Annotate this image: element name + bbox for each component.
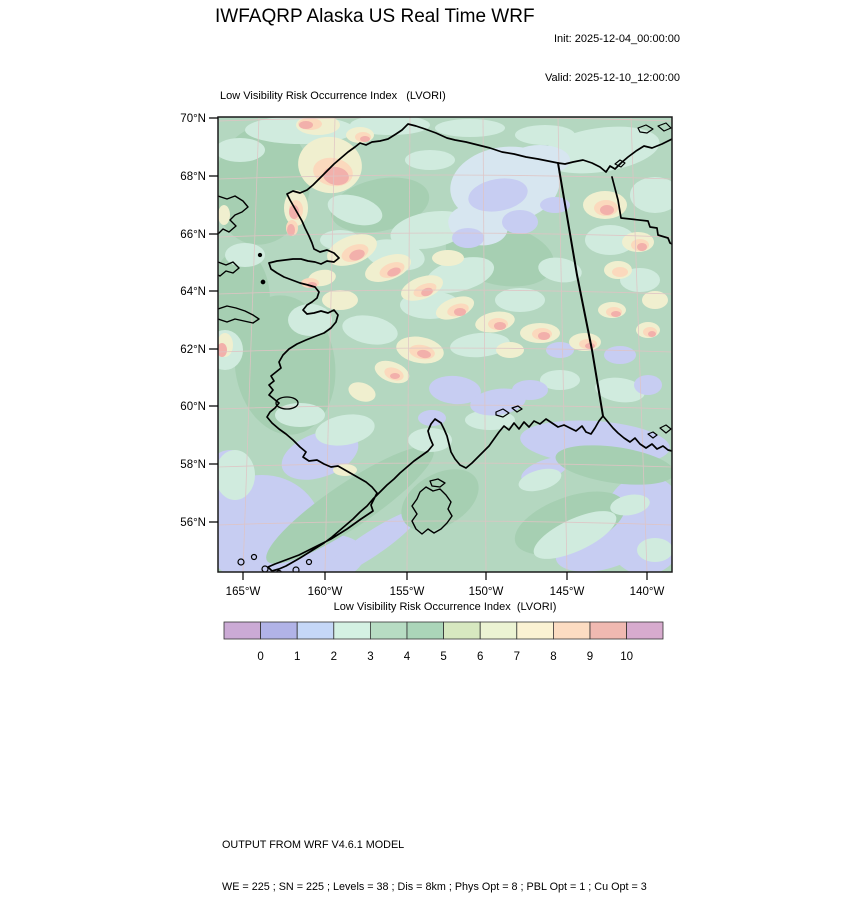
y-axis-ticks — [209, 118, 218, 522]
lat-tick-label: 62°N — [180, 344, 206, 356]
colorbar-segment — [590, 622, 627, 639]
colorbar-segment — [627, 622, 663, 639]
colorbar-tick: 6 — [476, 651, 484, 663]
colorbar-segment — [261, 622, 298, 639]
colorbar-tick: 5 — [440, 651, 447, 663]
king-island-dot — [262, 281, 265, 284]
valid-time: Valid: 2025-12-10_12:00:00 — [545, 72, 680, 84]
lon-tick-label: 155°W — [389, 586, 425, 598]
colorbar-tick: 8 — [550, 651, 557, 663]
colorbar-tick: 7 — [513, 651, 521, 663]
x-axis-ticks — [243, 572, 647, 580]
init-time: Init: 2025-12-04_00:00:00 — [554, 33, 680, 45]
colorbar-title: Low Visibility Risk Occurrence Index (LVORI) — [333, 601, 557, 613]
colorbar-segment — [334, 622, 371, 639]
colorbar-tick: 0 — [257, 651, 264, 663]
colorbar-segment — [553, 622, 590, 639]
colorbar-segment — [224, 622, 261, 639]
diomede-island-dot — [259, 254, 262, 257]
colorbar-segment — [444, 622, 481, 639]
lon-tick-label: 165°W — [225, 586, 261, 598]
colorbar — [224, 622, 663, 639]
lat-tick-label: 58°N — [180, 459, 206, 471]
colorbar-segment — [370, 622, 407, 639]
colorbar-segment — [517, 622, 554, 639]
model-info-line1: OUTPUT FROM WRF V4.6.1 MODEL — [222, 839, 405, 851]
lat-tick-label: 68°N — [180, 171, 206, 183]
lat-tick-label: 66°N — [180, 229, 206, 241]
colorbar-segment — [480, 622, 517, 639]
lon-tick-label: 160°W — [307, 586, 343, 598]
colorbar-tick: 9 — [586, 651, 594, 663]
colorbar-tick: 1 — [293, 651, 301, 663]
contour-field — [202, 115, 687, 592]
lon-tick-label: 140°W — [629, 586, 665, 598]
colorbar-segment — [297, 622, 334, 639]
lon-tick-label: 150°W — [468, 586, 504, 598]
colorbar-tick: 3 — [367, 651, 374, 663]
colorbar-tick-labels — [257, 651, 633, 663]
colorbar-tick: 4 — [403, 651, 411, 663]
lon-tick-label: 145°W — [549, 586, 585, 598]
page-title: IWFAQRP Alaska US Real Time WRF — [215, 6, 535, 27]
lat-tick-label: 56°N — [180, 517, 206, 529]
lat-tick-label: 60°N — [180, 401, 206, 413]
plot-title: Low Visibility Risk Occurrence Index (LVORI) — [220, 90, 446, 102]
lat-tick-label: 64°N — [180, 286, 206, 298]
colorbar-tick: 10 — [620, 651, 633, 663]
model-info-line2: WE = 225 ; SN = 225 ; Levels = 38 ; Dis = 8km ; Phys Opt = 8 ; PBL Opt = 1 ; Cu Opt = 3 — [222, 881, 647, 893]
colorbar-segment — [407, 622, 444, 639]
colorbar-tick: 2 — [330, 651, 338, 663]
model-info-footer — [222, 810, 647, 922]
lat-tick-label: 70°N — [180, 113, 206, 125]
